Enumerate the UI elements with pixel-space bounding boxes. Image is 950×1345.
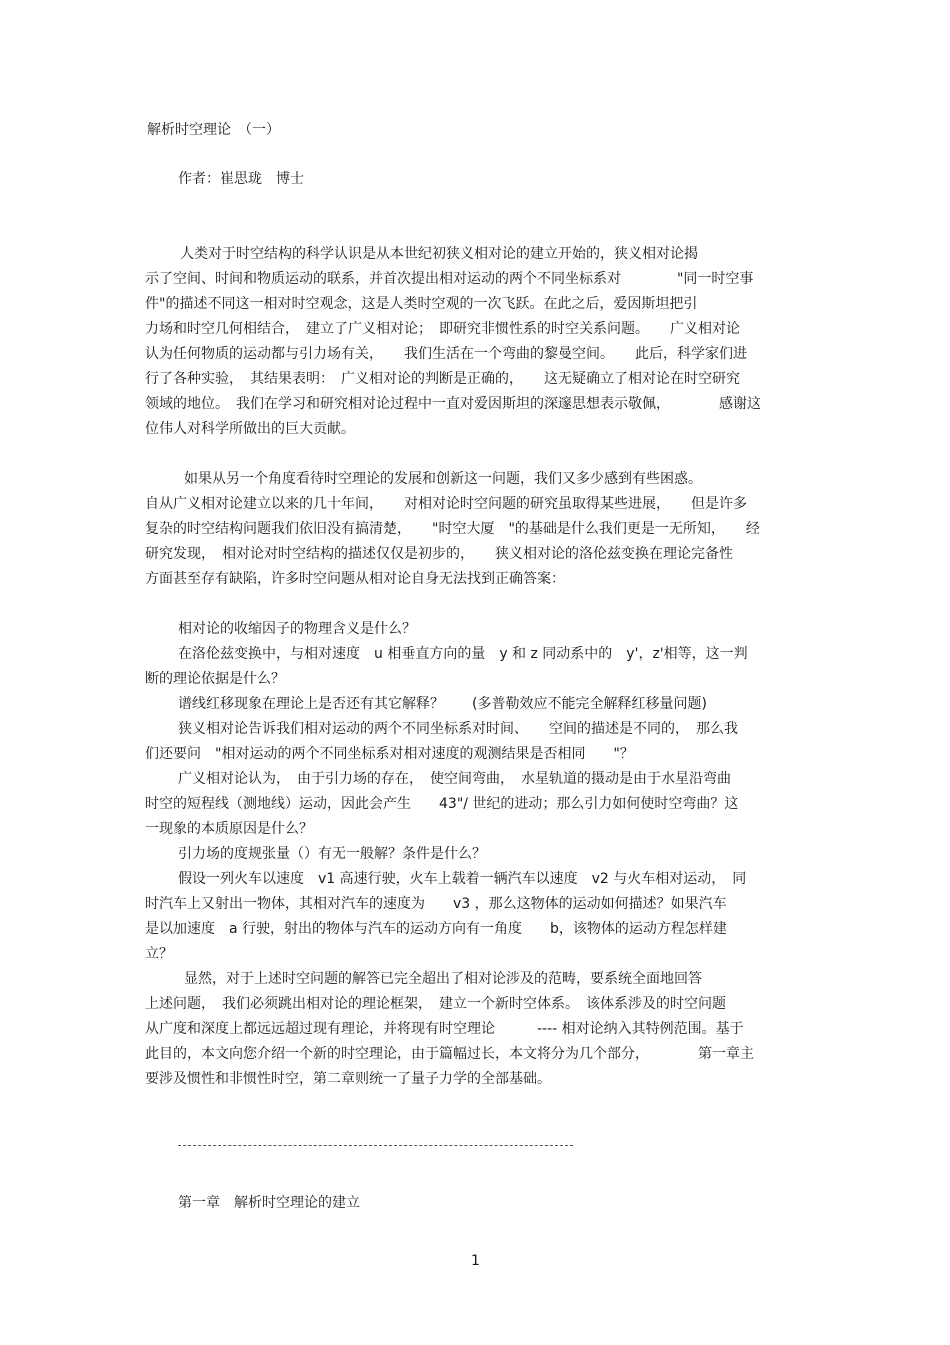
paragraph-line: 研究发现， 相对论对时空结构的描述仅仅是初步的， 狭义相对论的洛伦兹变换在理论完备性 xyxy=(145,546,733,562)
question-line: 狭义相对论告诉我们相对运动的两个不同坐标系对时间、 空间的描述是不同的， 那么我 xyxy=(178,721,738,737)
paragraph-line: 力场和时空几何相结合， 建立了广义相对论； 即研究非惯性系的时空关系问题。 广义相对论 xyxy=(145,321,740,337)
paragraph-line: 领域的地位。 我们在学习和研究相对论过程中一直对爱因斯坦的深邃思想表示敬佩， 感谢这 xyxy=(145,396,761,412)
paragraph-line: 上述问题， 我们必须跳出相对论的理论框架， 建立一个新时空体系。 该体系涉及的时空问题 xyxy=(145,996,726,1012)
question-line: 假设一列火车以速度 v1 高速行驶，火车上载着一辆汽车以速度 v2 与火车相对运动， 同 xyxy=(178,871,747,887)
question-line: 们还要问 "相对运动的两个不同坐标系对相对速度的观测结果是否相同 "？ xyxy=(145,746,634,762)
question-line: 相对论的收缩因子的物理含义是什么？ xyxy=(178,621,416,637)
paragraph-line: 自从广义相对论建立以来的几十年间， 对相对论时空问题的研究虽取得某些进展， 但是许多 xyxy=(145,496,747,512)
paragraph-line: 要涉及惯性和非惯性时空，第二章则统一了量子力学的全部基础。 xyxy=(145,1071,551,1087)
question-line: 断的理论依据是什么？ xyxy=(145,671,285,687)
paragraph-line: 复杂的时空结构问题我们依旧没有搞清楚， "时空大厦 "的基础是什么我们更是一无所知， 经 xyxy=(145,521,760,537)
paragraph-line: 位伟人对科学所做出的巨大贡献。 xyxy=(145,421,355,437)
paragraph-line: 如果从另一个角度看待时空理论的发展和创新这一问题，我们又多少感到有些困惑。 xyxy=(184,471,702,487)
question-line: 谱线红移现象在理论上是否还有其它解释？ (多普勒效应不能完全解释红移量问题) xyxy=(178,696,707,712)
question-line: 一现象的本质原因是什么？ xyxy=(145,821,313,837)
section-divider xyxy=(178,1145,573,1146)
paragraph-line: 示了空间、时间和物质运动的联系，并首次提出相对运动的两个不同坐标系对 "同一时空事 xyxy=(145,271,754,287)
question-line: 在洛伦兹变换中，与相对速度 u 相垂直方向的量 y 和 z 同动系中的 y'，z'相等，这一判 xyxy=(178,646,748,662)
question-line: 引力场的度规张量（）有无一般解？条件是什么？ xyxy=(178,846,486,862)
paragraph-line: 件"的描述不同这一相对时空观念，这是人类时空观的一次飞跃。在此之后，爱因斯坦把引 xyxy=(145,296,698,312)
question-line: 时空的短程线（测地线）运动，因此会产生 43"/ 世纪的进动；那么引力如何使时空弯曲？这 xyxy=(145,796,739,812)
question-line: 广义相对论认为， 由于引力场的存在， 使空间弯曲， 水星轨道的摄动是由于水星沿弯曲 xyxy=(178,771,731,787)
document-title: 解析时空理论 （一） xyxy=(147,122,280,138)
paragraph-line: 方面甚至存有缺陷，许多时空问题从相对论自身无法找到正确答案： xyxy=(145,571,565,587)
paragraph-line: 从广度和深度上都远远超过现有理论，并将现有时空理论 ---- 相对论纳入其特例范围。基于 xyxy=(145,1021,744,1037)
paragraph-line: 认为任何物质的运动都与引力场有关， 我们生活在一个弯曲的黎曼空间。 此后，科学家们进 xyxy=(145,346,747,362)
paragraph-line: 行了各种实验， 其结果表明： 广义相对论的判断是正确的， 这无疑确立了相对论在时空研究 xyxy=(145,371,740,387)
page-number: 1 xyxy=(471,1253,480,1269)
question-line: 是以加速度 a 行驶，射出的物体与汽车的运动方向有一角度 b，该物体的运动方程怎样建 xyxy=(145,921,727,937)
chapter-heading: 第一章 解析时空理论的建立 xyxy=(178,1195,360,1211)
paragraph-line: 显然，对于上述时空问题的解答已完全超出了相对论涉及的范畴，要系统全面地回答 xyxy=(184,971,702,987)
paragraph-line: 人类对于时空结构的科学认识是从本世纪初狭义相对论的建立开始的，狭义相对论揭 xyxy=(180,246,698,262)
question-line: 时汽车上又射出一物体，其相对汽车的速度为 v3 ，那么这物体的运动如何描述？如果汽车 xyxy=(145,896,727,912)
author-line: 作者：崔思珑 博士 xyxy=(178,171,304,187)
paragraph-line: 此目的，本文向您介绍一个新的时空理论，由于篇幅过长，本文将分为几个部分， 第一章主 xyxy=(145,1046,754,1062)
question-line: 立？ xyxy=(145,946,173,962)
